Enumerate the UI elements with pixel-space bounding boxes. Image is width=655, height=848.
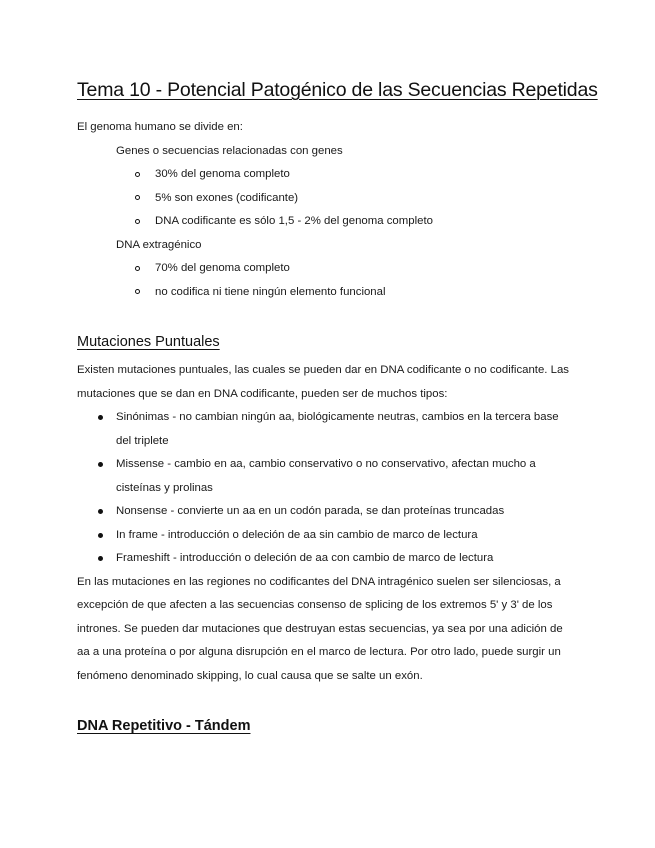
paragraph-line: fenómeno denominado skipping, lo cual causa que se salte un exón. (77, 669, 423, 682)
circle-bullet-icon (135, 219, 140, 224)
paragraph-line: aa a una proteína o por alguna disrupción en el marco de lectura. Por otro lado, puede surgir un (77, 646, 561, 658)
section-heading-dna-repetitivo: DNA Repetitivo - Tándem (77, 718, 251, 734)
sub-list-item: no codifica ni tiene ningún elemento funcional (77, 281, 587, 305)
circle-bullet-icon (135, 289, 140, 294)
paragraph-line: mutaciones que se dan en DNA codificante, pueden ser de muchos tipos: (77, 387, 448, 400)
list-item: Frameshift - introducción o deleción de aa con cambio de marco de lectura (77, 547, 587, 571)
bullet-icon (98, 462, 103, 467)
section-heading-mutaciones: Mutaciones Puntuales (77, 334, 220, 350)
list-item: Nonsense - convierte un aa en un codón parada, se dan proteínas truncadas (77, 500, 587, 524)
sub-list (77, 163, 587, 234)
intro-text: El genoma humano se divide en: (77, 121, 243, 133)
mutation-types-list (77, 406, 587, 571)
genome-list (77, 140, 587, 305)
paragraph-line: En las mutaciones en las regiones no codificantes del DNA intragénico suelen ser silenciosas, a (77, 575, 561, 588)
list-item: Sinónimas - no cambian ningún aa, biológicamente neutras, cambios en la tercera base del triplete (77, 406, 587, 453)
list-item (77, 234, 587, 305)
bullet-icon (98, 556, 103, 561)
sub-list (77, 257, 587, 304)
paragraph-line: intrones. Se pueden dar mutaciones que destruyan estas secuencias, ya sea por una adición de (77, 622, 563, 635)
list-item: Missense - cambio en aa, cambio conservativo o no conservativo, afectan mucho a cisteínas y prolinas (77, 453, 587, 500)
bullet-icon (98, 415, 103, 420)
circle-bullet-icon (135, 195, 140, 200)
sub-list-item: 5% son exones (codificante) (77, 187, 587, 211)
list-item-label: Genes o secuencias relacionadas con genes (116, 144, 343, 157)
circle-bullet-icon (135, 266, 140, 271)
paragraph-line: Existen mutaciones puntuales, las cuales se pueden dar en DNA codificante o no codificante. Las (77, 364, 569, 376)
bullet-icon (98, 509, 103, 514)
sub-list-item: 30% del genoma completo (77, 163, 587, 187)
list-item (77, 140, 587, 234)
page-title: Tema 10 - Potencial Patogénico de las Secuencias Repetidas (77, 79, 598, 101)
paragraph-line: excepción de que afecten a las secuencias consenso de splicing de los extremos 5' y 3' de los (77, 599, 553, 611)
list-item: In frame - introducción o deleción de aa sin cambio de marco de lectura (77, 524, 587, 548)
sub-list-item: 70% del genoma completo (77, 257, 587, 281)
sub-list-item: DNA codificante es sólo 1,5 - 2% del genoma completo (77, 210, 587, 234)
circle-bullet-icon (135, 172, 140, 177)
document-content (77, 76, 598, 737)
bullet-icon (98, 533, 103, 538)
list-item-label: DNA extragénico (116, 238, 202, 251)
